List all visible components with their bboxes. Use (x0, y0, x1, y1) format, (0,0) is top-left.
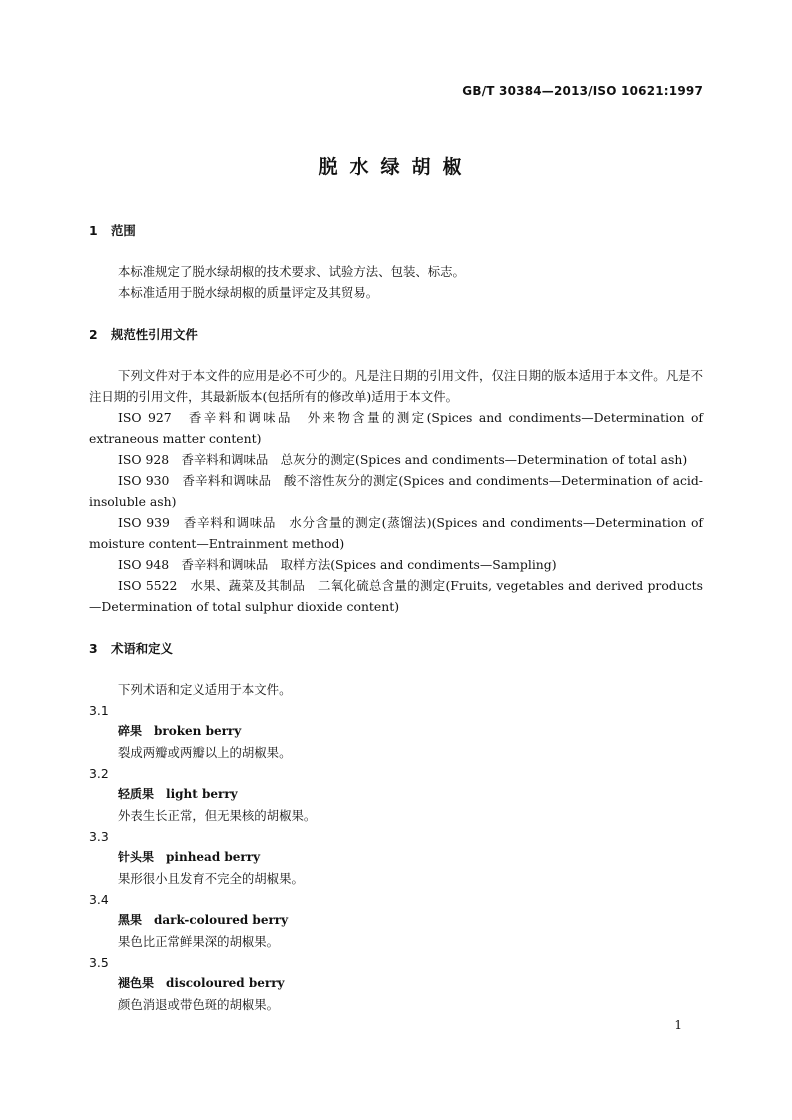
section-number: 3 (89, 641, 98, 656)
term-definition: 裂成两瓣或两瓣以上的胡椒果。 (118, 745, 292, 760)
terms-intro: 下列术语和定义适用于本文件。 (118, 682, 292, 697)
section-number: 2 (89, 327, 98, 342)
term-name (89, 847, 703, 868)
term-zh: 碎果 (118, 724, 143, 738)
reference-item: ISO 5522 水果、蔬菜及其制品 二氧化硫总含量的测定(Fruits, vegetables and derived products—Determination of total sulphur dioxide content) (89, 578, 703, 614)
term-en: broken berry (154, 724, 242, 738)
reference-item: ISO 948 香辛料和调味品 取样方法(Spices and condiments—Sampling) (118, 557, 557, 572)
scope-paragraph: 本标准适用于脱水绿胡椒的质量评定及其贸易。 (118, 285, 379, 300)
term-number: 3.2 (89, 766, 109, 781)
scope-paragraph: 本标准规定了脱水绿胡椒的技术要求、试验方法、包装、标志。 (118, 264, 465, 279)
term-zh: 褪色果 (118, 976, 155, 990)
term-zh: 黑果 (118, 913, 143, 927)
term-definition: 外表生长正常，但无果核的胡椒果。 (118, 808, 317, 823)
standard-code: GB/T 30384—2013/ISO 10621:1997 (462, 84, 703, 98)
reference-item: ISO 927 香辛料和调味品 外来物含量的测定(Spices and condiments—Determination of extraneous matter content) (89, 410, 703, 446)
document-title: 脱水绿胡椒 (318, 156, 474, 178)
term-definition: 果色比正常鲜果深的胡椒果。 (118, 934, 280, 949)
term-name (89, 721, 703, 742)
term-zh: 轻质果 (118, 787, 155, 801)
term-zh: 针头果 (118, 850, 155, 864)
term-name (89, 784, 703, 805)
section-title: 规范性引用文件 (111, 327, 198, 342)
term-en: light berry (166, 787, 238, 801)
term-name (89, 973, 703, 994)
term-definition: 果形很小且发育不完全的胡椒果。 (118, 871, 304, 886)
section-heading-normative (89, 324, 703, 345)
term-number: 3.3 (89, 829, 109, 844)
term-definition: 颜色消退或带色斑的胡椒果。 (118, 997, 280, 1012)
normative-intro: 下列文件对于本文件的应用是必不可少的。凡是注日期的引用文件，仅注日期的版本适用于本文件。凡是不注日期的引用文件，其最新版本(包括所有的修改单)适用于本文件。 (89, 368, 703, 404)
term-number: 3.1 (89, 703, 109, 718)
term-en: pinhead berry (166, 850, 261, 864)
reference-item: ISO 928 香辛料和调味品 总灰分的测定(Spices and condiments—Determination of total ash) (118, 452, 688, 467)
term-en: discoloured berry (166, 976, 285, 990)
section-heading-scope (89, 220, 703, 241)
term-en: dark-coloured berry (154, 913, 289, 927)
page-number: 1 (674, 1018, 682, 1032)
section-title: 术语和定义 (111, 641, 173, 656)
section-title: 范围 (111, 223, 136, 238)
term-name (89, 910, 703, 931)
section-number: 1 (89, 223, 98, 238)
section-heading-terms (89, 638, 703, 659)
reference-item: ISO 939 香辛料和调味品 水分含量的测定(蒸馏法)(Spices and condiments—Determination of moisture content—Entrainment method) (89, 515, 703, 551)
term-number: 3.4 (89, 892, 109, 907)
term-number: 3.5 (89, 955, 109, 970)
reference-item: ISO 930 香辛料和调味品 酸不溶性灰分的测定(Spices and condiments—Determination of acid-insoluble ash) (89, 473, 703, 509)
document-body (89, 220, 703, 1015)
